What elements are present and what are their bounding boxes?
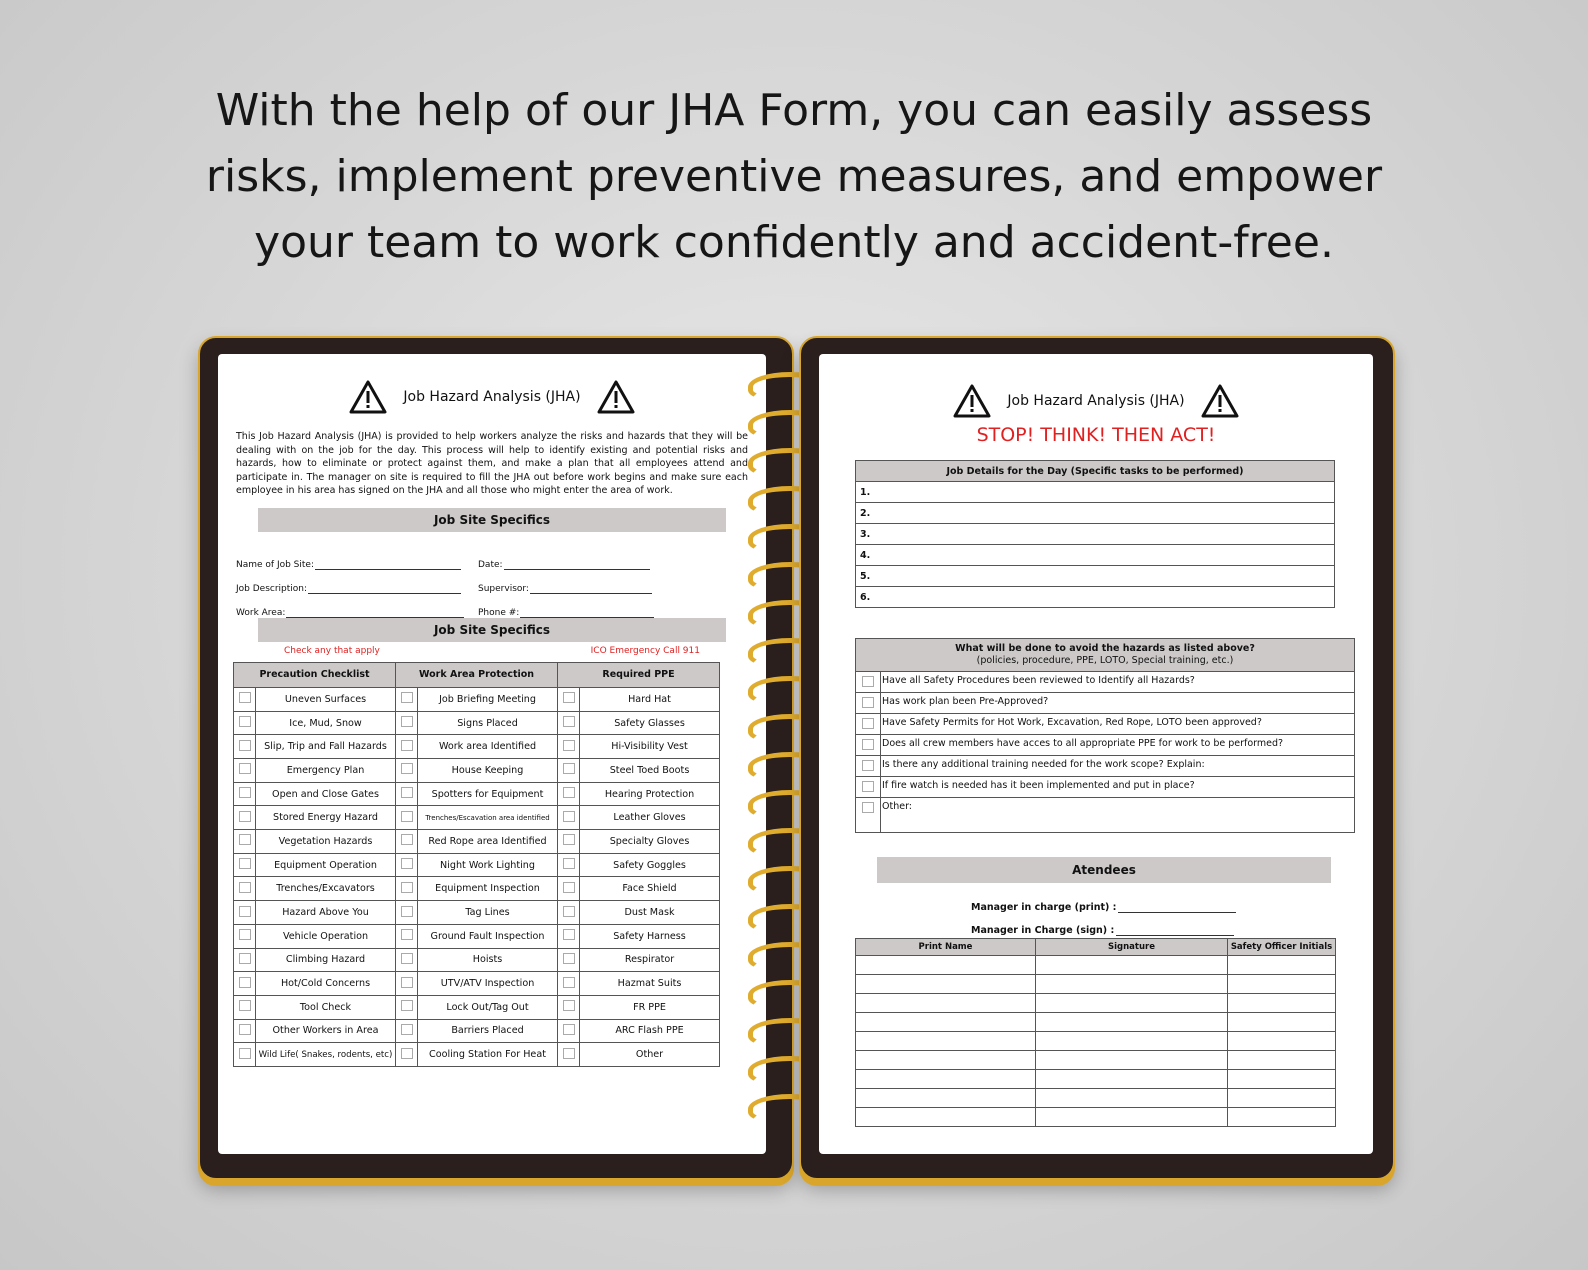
- checkbox[interactable]: [239, 906, 251, 917]
- checkbox[interactable]: [239, 692, 251, 703]
- checklist-item: Trenches/Escavation area identified: [418, 806, 558, 830]
- checkbox[interactable]: [239, 953, 251, 964]
- emergency-note: ICO Emergency Call 911: [590, 645, 700, 656]
- signature-cell[interactable]: [1228, 1108, 1336, 1127]
- checkbox[interactable]: [563, 1024, 575, 1035]
- checkbox-cell[interactable]: [856, 777, 881, 798]
- column-header: Work Area Protection: [396, 662, 558, 687]
- headline-line-2: risks, implement preventive measures, and empower: [205, 151, 1383, 202]
- signature-cell[interactable]: [1036, 1070, 1228, 1089]
- checklist-item: Hazmat Suits: [580, 972, 720, 996]
- checkbox-cell[interactable]: [558, 972, 580, 996]
- checkbox-cell[interactable]: [558, 877, 580, 901]
- checkbox[interactable]: [401, 1000, 413, 1011]
- checkbox[interactable]: [563, 1000, 575, 1011]
- checkbox-cell[interactable]: [396, 782, 418, 806]
- checkbox-cell[interactable]: [558, 1043, 580, 1067]
- checklist-item: House Keeping: [418, 759, 558, 783]
- table-row: [234, 995, 720, 1019]
- checkbox-cell[interactable]: [558, 830, 580, 854]
- checkbox[interactable]: [862, 718, 874, 729]
- checkbox[interactable]: [563, 740, 575, 751]
- job-site-fields: [236, 546, 748, 618]
- checkbox[interactable]: [563, 906, 575, 917]
- signature-cell[interactable]: [856, 1051, 1036, 1070]
- table-row: [234, 687, 720, 711]
- left-title-row: [218, 380, 766, 414]
- left-page-title: Job Hazard Analysis (JHA): [403, 389, 581, 405]
- checkbox[interactable]: [862, 781, 874, 792]
- checkbox-cell[interactable]: [396, 948, 418, 972]
- question-text: Does all crew members have acces to all appropriate PPE for work to be performed?: [881, 735, 1355, 756]
- checkbox[interactable]: [401, 882, 413, 893]
- signature-cell[interactable]: [856, 1070, 1036, 1089]
- checkbox-cell[interactable]: [234, 948, 256, 972]
- checkbox-cell[interactable]: [558, 995, 580, 1019]
- right-page-title: Job Hazard Analysis (JHA): [1007, 393, 1185, 409]
- checklist-item: Spotters for Equipment: [418, 782, 558, 806]
- checkbox[interactable]: [401, 763, 413, 774]
- checkbox-cell[interactable]: [234, 1019, 256, 1043]
- job-detail-row[interactable]: [856, 587, 1335, 608]
- checklist-item: Climbing Hazard: [256, 948, 396, 972]
- right-page: [819, 354, 1373, 1154]
- checkbox[interactable]: [401, 977, 413, 988]
- headline: [0, 78, 1588, 276]
- checklist-item: Leather Gloves: [580, 806, 720, 830]
- checkbox-cell[interactable]: [234, 687, 256, 711]
- signature-cell[interactable]: [1228, 956, 1336, 975]
- manager-sign-label: Manager in Charge (sign) :: [971, 925, 1115, 936]
- checkbox[interactable]: [401, 906, 413, 917]
- signature-row[interactable]: [856, 994, 1336, 1013]
- checklist-item: Safety Goggles: [580, 853, 720, 877]
- checkbox-cell[interactable]: [558, 924, 580, 948]
- date-label: Date:: [478, 559, 503, 570]
- checkbox-cell[interactable]: [234, 782, 256, 806]
- job-description-input[interactable]: [308, 592, 461, 594]
- sign-column-header: Print Name: [856, 939, 1036, 956]
- checkbox-cell[interactable]: [234, 830, 256, 854]
- sign-column-header: Signature: [1036, 939, 1228, 956]
- question-text: Have Safety Permits for Hot Work, Excavation, Red Rope, LOTO been approved?: [881, 714, 1355, 735]
- question-text: Have all Safety Procedures been reviewed to Identify all Hazards?: [881, 672, 1355, 693]
- checkbox[interactable]: [862, 760, 874, 771]
- supervisor-input[interactable]: [530, 592, 652, 594]
- manager-fields: [971, 899, 1373, 936]
- checkbox[interactable]: [862, 802, 874, 813]
- left-page: [218, 354, 766, 1154]
- signature-cell[interactable]: [1228, 1070, 1336, 1089]
- checkbox-cell[interactable]: [856, 798, 881, 833]
- signature-row[interactable]: [856, 1089, 1336, 1108]
- checklist-item: Emergency Plan: [256, 759, 396, 783]
- checkbox-cell[interactable]: [396, 901, 418, 925]
- headline-line-3: your team to work confidently and accident-free.: [254, 217, 1334, 268]
- question-row: [856, 798, 1355, 833]
- slogan: STOP! THINK! THEN ACT!: [976, 424, 1216, 446]
- checklist-item: Trenches/Excavators: [256, 877, 396, 901]
- checklist-item: Tag Lines: [418, 901, 558, 925]
- checklist-item: Red Rope area Identified: [418, 830, 558, 854]
- checkbox-cell[interactable]: [396, 995, 418, 1019]
- checkbox[interactable]: [862, 676, 874, 687]
- checkbox-cell[interactable]: [396, 830, 418, 854]
- intro-paragraph: This Job Hazard Analysis (JHA) is provided to help workers analyze the risks and hazards that they will be dealing with on the job for the day. This process will help to identify existing and potential risks and hazards, how to eliminate or protect against them, and make a plan that all employees attend and participate in. The manager on site is required to fill the JHA out before work begins and make sure each employee in his area has signed on the JHA and all those who might enter the area of work.: [236, 431, 748, 497]
- attendees-bar: Atendees: [877, 857, 1331, 883]
- checkbox-cell[interactable]: [234, 924, 256, 948]
- signature-row[interactable]: [856, 956, 1336, 975]
- checklist-item: Stored Energy Hazard: [256, 806, 396, 830]
- checklist-item: Work area Identified: [418, 735, 558, 759]
- signature-cell[interactable]: [1036, 1051, 1228, 1070]
- avoid-subheader: (policies, procedure, PPE, LOTO, Special training, etc.): [976, 655, 1234, 666]
- signature-cell[interactable]: [1036, 956, 1228, 975]
- checkbox[interactable]: [239, 929, 251, 940]
- table-row: [234, 759, 720, 783]
- signature-row[interactable]: [856, 1051, 1336, 1070]
- checkbox[interactable]: [239, 1000, 251, 1011]
- right-title-row: [819, 384, 1373, 418]
- question-row: [856, 777, 1355, 798]
- signature-cell[interactable]: [856, 956, 1036, 975]
- checkbox[interactable]: [401, 929, 413, 940]
- section-bar-job-site: Job Site Specifics: [258, 508, 726, 532]
- checklist-item: Steel Toed Boots: [580, 759, 720, 783]
- checklist-item: Vegetation Hazards: [256, 830, 396, 854]
- checklist-item: Specialty Gloves: [580, 830, 720, 854]
- checkbox[interactable]: [239, 716, 251, 727]
- checkbox-cell[interactable]: [396, 711, 418, 735]
- checklist-item: ARC Flash PPE: [580, 1019, 720, 1043]
- avoid-hazards-table: [855, 638, 1355, 833]
- checkbox-cell[interactable]: [558, 759, 580, 783]
- table-row: [234, 1019, 720, 1043]
- checkbox[interactable]: [401, 953, 413, 964]
- job-detail-row[interactable]: [856, 524, 1335, 545]
- manager-sign-input[interactable]: [1116, 935, 1234, 936]
- job-site-label: Name of Job Site:: [236, 559, 314, 570]
- question-row: [856, 756, 1355, 777]
- checklist-item: Uneven Surfaces: [256, 687, 396, 711]
- checkbox-cell[interactable]: [558, 948, 580, 972]
- avoid-header-cell: [856, 639, 1355, 672]
- checkbox[interactable]: [563, 834, 575, 845]
- signature-cell[interactable]: [1228, 1013, 1336, 1032]
- phone-label: Phone #:: [478, 607, 520, 618]
- sign-column-header: Safety Officer Initials: [1228, 939, 1336, 956]
- table-row: [234, 711, 720, 735]
- question-row: [856, 672, 1355, 693]
- checkbox[interactable]: [401, 740, 413, 751]
- checkbox-cell[interactable]: [396, 1019, 418, 1043]
- signature-cell[interactable]: [1036, 994, 1228, 1013]
- signature-cell[interactable]: [1228, 1032, 1336, 1051]
- checkbox[interactable]: [563, 882, 575, 893]
- job-number: 2.: [856, 503, 1335, 524]
- checkbox-cell[interactable]: [396, 759, 418, 783]
- checklist-item: Lock Out/Tag Out: [418, 995, 558, 1019]
- question-row: [856, 693, 1355, 714]
- checklist-item: Safety Glasses: [580, 711, 720, 735]
- checkbox-cell[interactable]: [856, 756, 881, 777]
- job-site-input[interactable]: [315, 568, 461, 570]
- signature-cell[interactable]: [856, 1089, 1036, 1108]
- job-details-header: Job Details for the Day (Specific tasks to be performed): [856, 461, 1335, 482]
- checkbox[interactable]: [401, 811, 413, 822]
- signature-cell[interactable]: [1036, 975, 1228, 994]
- checkbox-cell[interactable]: [396, 924, 418, 948]
- checkbox-cell[interactable]: [558, 687, 580, 711]
- signature-cell[interactable]: [1036, 1089, 1228, 1108]
- table-row: [234, 830, 720, 854]
- checkbox-cell[interactable]: [558, 782, 580, 806]
- checklist-item: Face Shield: [580, 877, 720, 901]
- question-text: Is there any additional training needed for the work scope? Explain:: [881, 756, 1355, 777]
- supervisor-label: Supervisor:: [478, 583, 529, 594]
- signature-cell[interactable]: [856, 1032, 1036, 1051]
- checklist-item: Equipment Inspection: [418, 877, 558, 901]
- job-details-table: [855, 460, 1335, 608]
- work-area-label: Work Area:: [236, 607, 286, 618]
- checkbox[interactable]: [239, 834, 251, 845]
- signature-cell[interactable]: [1228, 1089, 1336, 1108]
- checkbox-cell[interactable]: [558, 735, 580, 759]
- checklist-item: Tool Check: [256, 995, 396, 1019]
- signature-cell[interactable]: [856, 1108, 1036, 1127]
- checkbox[interactable]: [563, 929, 575, 940]
- checkbox-cell[interactable]: [856, 735, 881, 756]
- date-input[interactable]: [504, 568, 650, 570]
- checkbox[interactable]: [239, 882, 251, 893]
- job-description-label: Job Description:: [236, 583, 308, 594]
- signature-row[interactable]: [856, 1070, 1336, 1089]
- signature-cell[interactable]: [856, 975, 1036, 994]
- checklist-item: Hazard Above You: [256, 901, 396, 925]
- job-detail-row[interactable]: [856, 503, 1335, 524]
- question-text: If fire watch is needed has it been implemented and put in place?: [881, 777, 1355, 798]
- job-detail-row[interactable]: [856, 566, 1335, 587]
- checkbox-cell[interactable]: [396, 1043, 418, 1067]
- signature-row[interactable]: [856, 1013, 1336, 1032]
- checkbox-cell[interactable]: [558, 711, 580, 735]
- checkbox[interactable]: [401, 692, 413, 703]
- checkbox-cell[interactable]: [234, 735, 256, 759]
- checkbox[interactable]: [239, 811, 251, 822]
- checklist-item: Ground Fault Inspection: [418, 924, 558, 948]
- checklist-item: Job Briefing Meeting: [418, 687, 558, 711]
- job-detail-row[interactable]: [856, 482, 1335, 503]
- checklist-item: Hoists: [418, 948, 558, 972]
- checkbox-cell[interactable]: [234, 853, 256, 877]
- question-row: [856, 714, 1355, 735]
- checklist-item: Other: [580, 1043, 720, 1067]
- checkbox[interactable]: [401, 716, 413, 727]
- checklist-item: Hearing Protection: [580, 782, 720, 806]
- table-row: [234, 877, 720, 901]
- warning-icon: [953, 384, 991, 418]
- table-row: [234, 1043, 720, 1067]
- checklist-item: Safety Harness: [580, 924, 720, 948]
- warning-icon: [1201, 384, 1239, 418]
- checkbox-cell[interactable]: [234, 995, 256, 1019]
- checkbox[interactable]: [563, 953, 575, 964]
- checkbox-cell[interactable]: [396, 735, 418, 759]
- signature-row[interactable]: [856, 1108, 1336, 1127]
- manager-print-label: Manager in charge (print) :: [971, 902, 1117, 913]
- checkbox[interactable]: [401, 858, 413, 869]
- job-number: 1.: [856, 482, 1335, 503]
- checklist-item: Ice, Mud, Snow: [256, 711, 396, 735]
- table-row: [234, 948, 720, 972]
- checkbox[interactable]: [862, 739, 874, 750]
- manager-print-input[interactable]: [1118, 912, 1236, 913]
- column-header: Precaution Checklist: [234, 662, 396, 687]
- signature-cell[interactable]: [1036, 1032, 1228, 1051]
- signature-row[interactable]: [856, 975, 1336, 994]
- checklist-item: Signs Placed: [418, 711, 558, 735]
- checklist-item: UTV/ATV Inspection: [418, 972, 558, 996]
- checklist-item: Wild Life( Snakes, rodents, etc): [256, 1043, 396, 1067]
- signature-cell[interactable]: [856, 994, 1036, 1013]
- table-row: [234, 972, 720, 996]
- checklist-item: Respirator: [580, 948, 720, 972]
- checkbox-cell[interactable]: [234, 901, 256, 925]
- checklist-item: Open and Close Gates: [256, 782, 396, 806]
- checkbox[interactable]: [563, 787, 575, 798]
- checklist-item: Equipment Operation: [256, 853, 396, 877]
- job-detail-row[interactable]: [856, 545, 1335, 566]
- checkbox-cell[interactable]: [396, 853, 418, 877]
- checkbox-cell[interactable]: [396, 806, 418, 830]
- checkbox-cell[interactable]: [558, 853, 580, 877]
- checkbox[interactable]: [239, 1048, 251, 1059]
- signature-row[interactable]: [856, 1032, 1336, 1051]
- checkbox-cell[interactable]: [558, 806, 580, 830]
- checkbox[interactable]: [563, 977, 575, 988]
- checkbox[interactable]: [563, 716, 575, 727]
- checkbox[interactable]: [239, 1024, 251, 1035]
- checkbox-cell[interactable]: [234, 759, 256, 783]
- checklist-item: Hot/Cold Concerns: [256, 972, 396, 996]
- checkbox-cell[interactable]: [856, 693, 881, 714]
- checkbox[interactable]: [239, 858, 251, 869]
- checkbox-cell[interactable]: [856, 714, 881, 735]
- checkbox-cell[interactable]: [856, 672, 881, 693]
- warning-icon: [597, 380, 635, 414]
- checkbox[interactable]: [239, 977, 251, 988]
- checklist-item: Hard Hat: [580, 687, 720, 711]
- signature-cell[interactable]: [1228, 1051, 1336, 1070]
- checklist-item: Other Workers in Area: [256, 1019, 396, 1043]
- question-text: Has work plan been Pre-Approved?: [881, 693, 1355, 714]
- checkbox-cell[interactable]: [396, 687, 418, 711]
- signature-cell[interactable]: [1228, 994, 1336, 1013]
- table-row: [234, 782, 720, 806]
- table-row: [234, 924, 720, 948]
- table-row: [234, 901, 720, 925]
- checkbox-cell[interactable]: [234, 806, 256, 830]
- question-row: [856, 735, 1355, 756]
- checklist-item: Hi-Visibility Vest: [580, 735, 720, 759]
- checkbox[interactable]: [401, 1048, 413, 1059]
- checkbox-cell[interactable]: [234, 711, 256, 735]
- checklist-item: Vehicle Operation: [256, 924, 396, 948]
- checkbox-cell[interactable]: [234, 877, 256, 901]
- question-text: Other:: [881, 798, 1355, 833]
- checklist-item: Barriers Placed: [418, 1019, 558, 1043]
- headline-line-1: With the help of our JHA Form, you can easily assess: [215, 85, 1373, 136]
- checkbox[interactable]: [401, 787, 413, 798]
- checklist-item: Dust Mask: [580, 901, 720, 925]
- checklist-item: Cooling Station For Heat: [418, 1043, 558, 1067]
- checkbox-cell[interactable]: [558, 1019, 580, 1043]
- job-number: 3.: [856, 524, 1335, 545]
- signature-cell[interactable]: [856, 1013, 1036, 1032]
- signature-table: [855, 938, 1336, 1127]
- table-row: [234, 806, 720, 830]
- checkbox[interactable]: [239, 740, 251, 751]
- checkbox-cell[interactable]: [558, 901, 580, 925]
- job-number: 4.: [856, 545, 1335, 566]
- checkbox[interactable]: [563, 811, 575, 822]
- notebook-left-cover: [198, 336, 794, 1180]
- checkbox-cell[interactable]: [234, 972, 256, 996]
- checkbox[interactable]: [239, 787, 251, 798]
- checklist-table: [233, 662, 720, 1067]
- checkbox[interactable]: [401, 834, 413, 845]
- checklist-item: FR PPE: [580, 995, 720, 1019]
- checkbox-cell[interactable]: [396, 972, 418, 996]
- table-row: [234, 735, 720, 759]
- checkbox-cell[interactable]: [234, 1043, 256, 1067]
- checkbox[interactable]: [239, 763, 251, 774]
- checkbox[interactable]: [563, 858, 575, 869]
- signature-cell[interactable]: [1036, 1108, 1228, 1127]
- notebook-right-cover: [799, 336, 1395, 1180]
- signature-cell[interactable]: [1036, 1013, 1228, 1032]
- checkbox[interactable]: [563, 692, 575, 703]
- checkbox[interactable]: [563, 1048, 575, 1059]
- checkbox[interactable]: [563, 763, 575, 774]
- table-notes: [284, 646, 700, 656]
- job-number: 6.: [856, 587, 1335, 608]
- signature-cell[interactable]: [1228, 975, 1336, 994]
- column-header: Required PPE: [558, 662, 720, 687]
- checkbox[interactable]: [862, 697, 874, 708]
- check-note: Check any that apply: [284, 645, 380, 656]
- warning-icon: [349, 380, 387, 414]
- section-bar-job-site-2: Job Site Specifics: [258, 618, 726, 642]
- table-row: [234, 853, 720, 877]
- checkbox[interactable]: [401, 1024, 413, 1035]
- checkbox-cell[interactable]: [396, 877, 418, 901]
- avoid-header: What will be done to avoid the hazards as listed above?: [955, 643, 1255, 654]
- job-number: 5.: [856, 566, 1335, 587]
- checklist-item: Slip, Trip and Fall Hazards: [256, 735, 396, 759]
- checklist-item: Night Work Lighting: [418, 853, 558, 877]
